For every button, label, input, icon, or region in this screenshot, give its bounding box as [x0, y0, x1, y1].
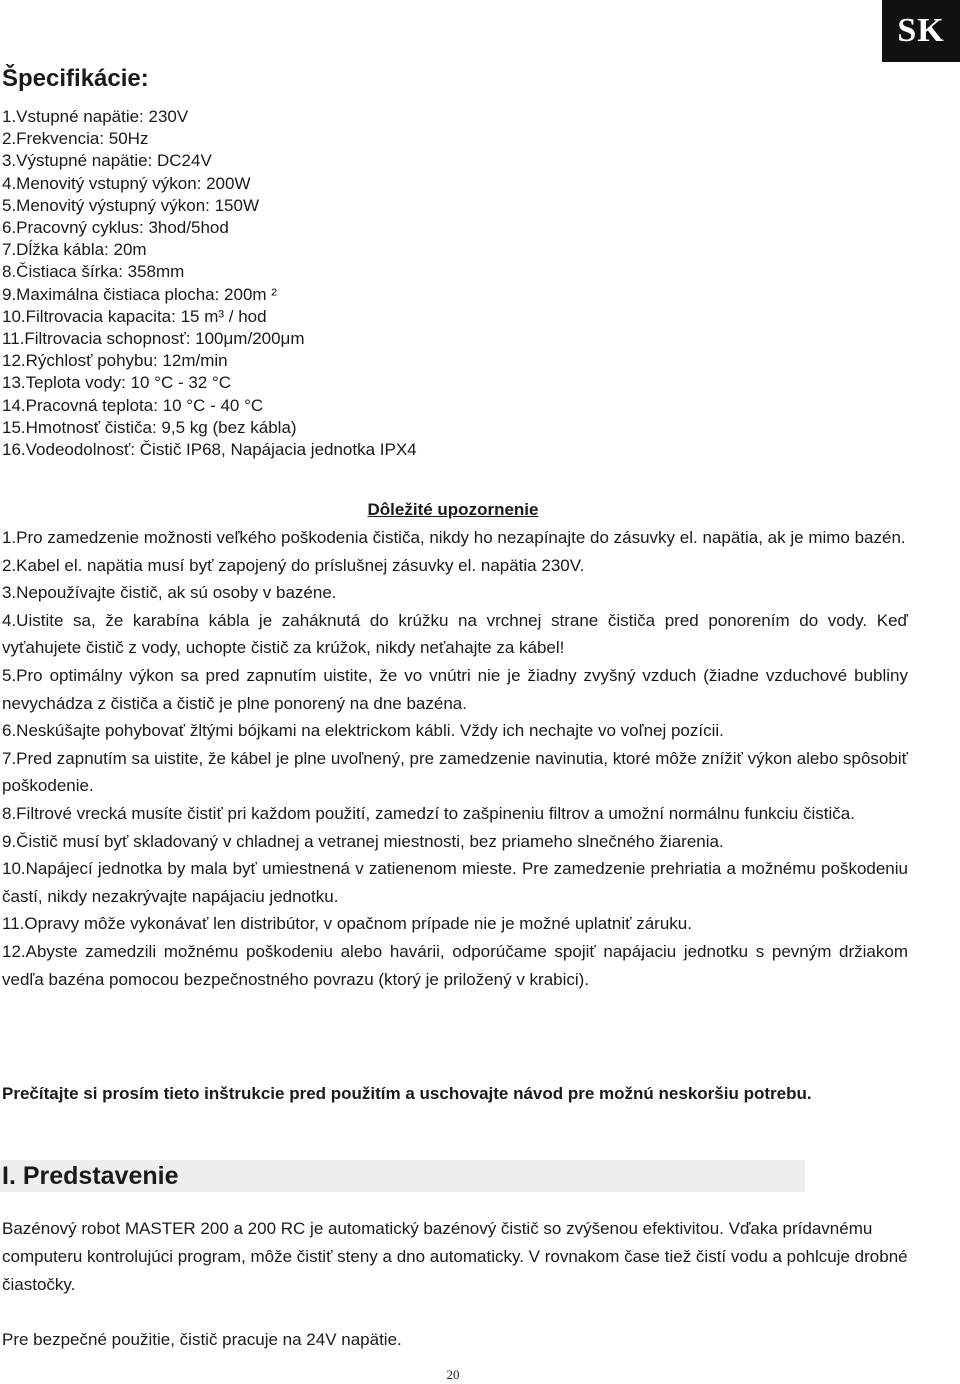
notice-item: 10.Napájecí jednotka by mala byť umiestnená v zatienenom mieste. Pre zamedzenie prehriatia a možnému poškodeniu častí, nikdy nezakrývajte napájaciu jednotku.: [2, 859, 908, 906]
spec-item: 6.Pracovný cyklus: 3hod/5hod: [2, 218, 229, 238]
spec-item: 2.Frekvencia: 50Hz: [2, 129, 149, 149]
spec-item: 1.Vstupné napätie: 230V: [2, 107, 189, 126]
notice-item: 6.Neskúšajte pohybovať žltými bójkami na elektrickom kábli. Vždy ich nechajte vo voľnej pozícii.: [2, 721, 724, 741]
spec-item: 5.Menovitý výstupný výkon: 150W: [2, 195, 260, 215]
spec-item: 14.Pracovná teplota: 10 °C - 40 °C: [2, 395, 264, 415]
important-notice-list: [2, 524, 908, 993]
spec-item: 3.Výstupné napätie: DC24V: [2, 151, 212, 171]
specifications-list: [2, 106, 902, 461]
notice-item: 9.Čistič musí byť skladovaný v chladnej a vetranej miestnosti, bez priameho slnečného žiarenia.: [2, 831, 724, 851]
language-badge: SK: [882, 0, 960, 62]
spec-item: 4.Menovitý vstupný výkon: 200W: [2, 173, 251, 193]
spec-item: 16.Vodeodolnosť: Čistič IP68, Napájacia jednotka IPX4: [2, 440, 417, 460]
spec-item: 13.Teplota vody: 10 °C - 32 °C: [2, 373, 232, 393]
spec-item: 9.Maximálna čistiaca plocha: 200m ²: [2, 284, 277, 304]
spec-item: 15.Hmotnosť čističa: 9,5 kg (bez kábla): [2, 417, 297, 437]
notice-item: 1.Pro zamedzenie možnosti veľkého poškodenia čističa, nikdy ho nezapínajte do zásuvky el. napätia, ak je mimo bazén.: [2, 528, 906, 547]
section-header: [0, 1160, 805, 1192]
notice-item: 2.Kabel el. napätia musí byť zapojený do príslušnej zásuvky el. napätia 230V.: [2, 555, 585, 575]
read-instructions-note: Prečítajte si prosím tieto inštrukcie pred použitím a uschovajte návod pre možnú neskoršiu potrebu.: [2, 1084, 812, 1103]
specifications-title: Špecifikácie:: [2, 65, 149, 92]
notice-item: 3.Nepoužívajte čistič, ak sú osoby v bazéne.: [2, 583, 337, 603]
notice-item: 11.Opravy môže vykonávať len distribútor, v opačnom prípade nie je možné uplatniť záruku.: [2, 914, 692, 934]
page-number: 20: [446, 1367, 460, 1382]
notice-item: 12.Abyste zamedzili možnému poškodeniu alebo havárii, odporúčame spojiť napájaciu jednotku s pevným držiakom vedľa bazéna pomocou bezpečnostného povrazu (ktorý je priložený v krabici).: [2, 941, 908, 989]
section-title: I. Predstavenie: [2, 1162, 179, 1190]
voltage-note: Pre bezpečné použitie, čistič pracuje na 24V napätie.: [2, 1330, 402, 1349]
notice-item: 4.Uistite sa, že karabína kábla je zaháknutá do krúžku na vrchnej strane čističa pred ponorením do vody. Keď vyťahujete čistič z vody, uchopte čistič za krúžok, nikdy neťahajte za kábel!: [2, 610, 908, 658]
spec-item: 7.Dĺžka kábla: 20m: [2, 240, 147, 260]
important-notice-title: Dôležité upozornenie: [367, 500, 539, 519]
notice-item: 5.Pro optimálny výkon sa pred zapnutím uistite, že vo vnútri nie je žiadny zvyšný vzduch (žiadne vzduchové bubliny nevychádza z čističa a čistič je plne ponorený na dne bazéna.: [2, 665, 908, 713]
spec-item: 10.Filtrovacia kapacita: 15 m³ / hod: [2, 306, 267, 326]
spec-item: 8.Čistiaca šírka: 358mm: [2, 262, 185, 282]
intro-paragraph: Bazénový robot MASTER 200 a 200 RC je automatický bazénový čistič so zvýšenou efektivitou. Vďaka prídavnému computeru kontrolujúci program, môže čistiť steny a dno automaticky. V rovnakom čase tiež čistí vodu a pohlcuje drobné čiastočky.: [2, 1219, 908, 1294]
spec-item: 12.Rýchlosť pohybu: 12m/min: [2, 351, 228, 371]
notice-item: 8.Filtrové vrecká musíte čistiť pri každom použití, zamedzí to zašpineniu filtrov a umožní normálnu funkciu čističa.: [2, 803, 855, 823]
notice-item: 7.Pred zapnutím sa uistite, že kábel je plne uvoľnený, pre zamedzenie navinutia, ktoré môže znížiť výkon alebo spôsobiť poškodenie.: [2, 748, 908, 796]
spec-item: 11.Filtrovacia schopnosť: 100μm/200μm: [2, 329, 305, 349]
